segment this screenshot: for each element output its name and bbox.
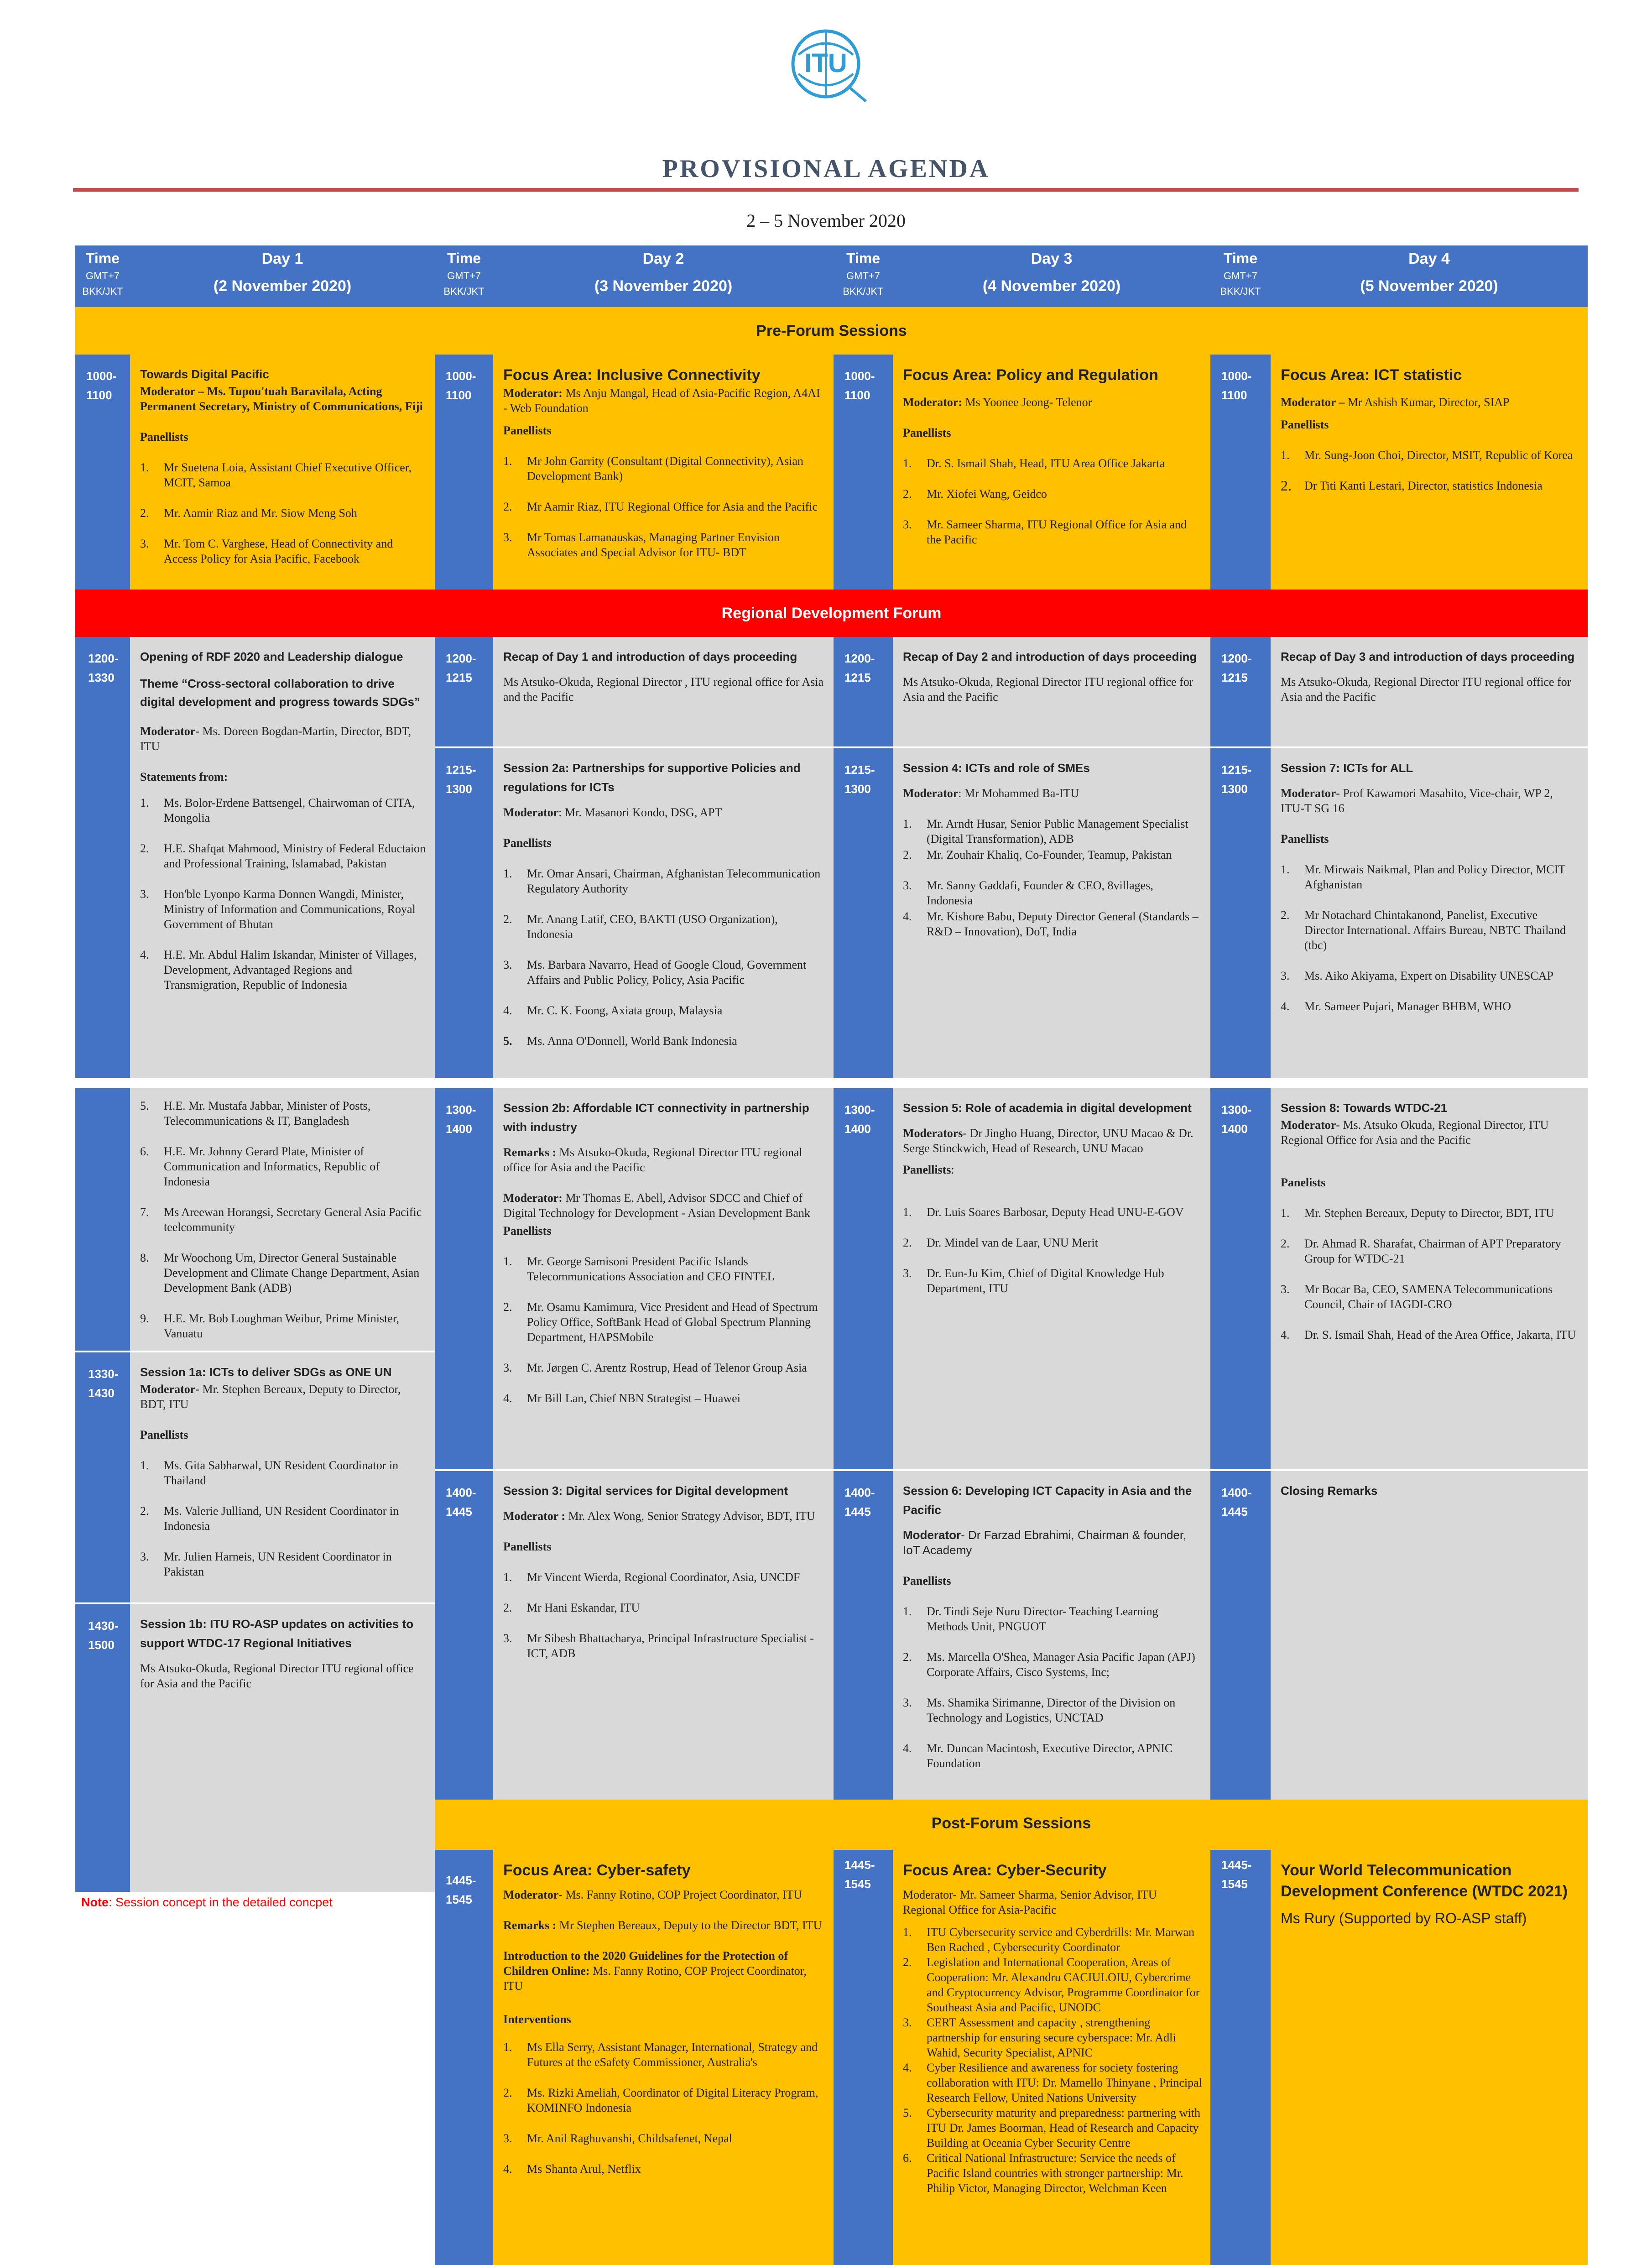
time-cell: 1300- 1400 — [1210, 1088, 1271, 1469]
header-day-1: Day 1 (2 November 2020) — [213, 250, 352, 295]
time-cell — [75, 1088, 130, 1351]
pre-forum-band: Pre-Forum Sessions — [75, 307, 1588, 355]
time-cell: 1000- 1100 — [435, 355, 493, 590]
session-3: Session 3: Digital services for Digital development Moderator : Mr. Alex Wong, Senior Strategy Advisor, BDT, ITU Panellists 1. Mr Vincent Wierda, Regional Coordinator, Asia, UNCDF 2. Mr Hani Eskandar, ITU 3. Mr Sibesh Bhattacharya, Principal Infrastructure Specialist - ICT, ADB — [493, 1471, 834, 1800]
session-8: Session 8: Towards WTDC-21 Moderator- Ms. Atsuko Okuda, Regional Director, ITU Regional Office for Asia and the Pacific Panelists 1. Mr. Stephen Bereaux, Deputy to Director, BDT, ITU 2. Dr. Ahmad R. Sharafat, Chairman of APT Preparatory Group for WTDC-21 3. Mr Bocar Ba, CEO, SAMENA Telecommunications Council, Chair of IAGDI-CRO 4. Dr. S. Ismail Shah, Head of the Area Office, Jakarta, ITU — [1271, 1088, 1588, 1469]
rdf-opening: Opening of RDF 2020 and Leadership dialogue Theme “Cross-sectoral collaboration to drive digital development and progress towards SDGs” Moderator- Ms. Doreen Bogdan-Martin, Director, BDT, ITU Statements from: 1. Ms. Bolor-Erdene Battsengel, Chairwoman of CITA, Mongolia 2. H.E. Shafqat Mahmood, Ministry of Federal Eductaion and Professional Training, Islamabad, Pakistan 3. Hon'ble Lyonpo Karma Donnen Wangdi, Minister, Ministry of Information and Communications, Royal Government of Bhutan 4. H.E. Mr. Abdul Halim Iskandar, Minister of Villages, Development, Advantaged Regions and Transmigration, Republic of Indonesia — [130, 637, 435, 1078]
time-cell: 1000- 1100 — [834, 355, 893, 590]
header-time-3: Time GMT+7 BKK/JKT — [843, 250, 884, 297]
time-cell: 1400- 1445 — [435, 1471, 493, 1800]
time-cell: 1215- 1300 — [435, 748, 493, 1078]
itu-logo — [785, 23, 867, 105]
rdf-recap-day4: Recap of Day 3 and introduction of days proceeding Ms Atsuko-Okuda, Regional Director ITU regional office for Asia and the Pacific — [1271, 637, 1588, 746]
session-2a: Session 2a: Partnerships for supportive Policies and regulations for ICTs Moderator: Mr. Masanori Kondo, DSG, APT Panellists 1. Mr. Omar Ansari, Chairman, Afghanistan Telecommunication Regulatory Authority 2. Mr. Anang Latif, CEO, BAKTI (USO Organization), Indonesia 3. Ms. Barbara Navarro, Head of Google Cloud, Government Affairs and Public Policy, Policy, Asia Pacific 4. Mr. C. K. Foong, Axiata group, Malaysia 5. Ms. Anna O'Donnell, World Bank Indonesia — [493, 748, 834, 1078]
time-cell: 1430- 1500 — [75, 1604, 130, 1892]
session-7: Session 7: ICTs for ALL Moderator- Prof Kawamori Masahito, Vice-chair, WP 2, ITU-T SG 16 Panellists 1. Mr. Mirwais Naikmal, Plan and Policy Director, MCIT Afghanistan 2. Mr Notachard Chintakanond, Panelist, Executive Director International. Affairs Bureau, NBTC Thailand (tbc) 3. Ms. Aiko Akiyama, Expert on Disability UNESCAP 4. Mr. Sameer Pujari, Manager BHBM, WHO — [1271, 748, 1588, 1078]
closing-remarks: Closing Remarks — [1271, 1471, 1588, 1800]
time-cell: 1000- 1100 — [1210, 355, 1271, 590]
session-6: Session 6: Developing ICT Capacity in Asia and the Pacific Moderator- Dr Farzad Ebrahimi, Chairman & founder, IoT Academy Panellists 1. Dr. Tindi Seje Nuru Director- Teaching Learning Methods Unit, PNGUOT 2. Ms. Marcella O'Shea, Manager Asia Pacific Japan (APJ) Corporate Affairs, Cisco Systems, Inc; 3. Ms. Shamika Sirimanne, Director of the Division on Technology and Logistics, UNCTAD 4. Mr. Duncan Macintosh, Executive Director, APNIC Foundation — [893, 1471, 1210, 1800]
session-1b: Session 1b: ITU RO-ASP updates on activities to support WTDC-17 Regional Initiatives Ms Atsuko-Okuda, Regional Director ITU regional office for Asia and the Pacific — [130, 1604, 435, 1892]
session-4: Session 4: ICTs and role of SMEs Moderator: Mr Mohammed Ba-ITU 1. Mr. Arndt Husar, Senior Public Management Specialist (Digital Transformation), ADB 2. Mr. Zouhair Khaliq, Co-Founder, Teamup, Pakistan 3. Mr. Sanny Gaddafi, Founder & CEO, 8villages, Indonesia 4. Mr. Kishore Babu, Deputy Director General (Standards – R&D – Innovation), DoT, India — [893, 748, 1210, 1078]
time-cell: 1445- 1545 — [435, 1850, 493, 2265]
header-day-4: Day 4 (5 November 2020) — [1360, 250, 1498, 295]
time-cell: 1200- 1330 — [75, 637, 130, 1078]
time-cell: 1400- 1445 — [834, 1471, 893, 1800]
time-cell: 1330- 1430 — [75, 1352, 130, 1602]
time-cell: 1400- 1445 — [1210, 1471, 1271, 1800]
post-forum-day3: Focus Area: Cyber-Security Moderator- Mr. Sameer Sharma, Senior Advisor, ITU Regional Office for Asia-Pacific 1. ITU Cybersecurity service and Cyberdrills: Mr. Marwan Ben Rached , Cybersecurity Coordinator 2. Legislation and International Cooperation, Areas of Cooperation: Mr. Alexandru CACIULOIU, Cybercrime and Cryptocurrency Advisor, Programme Coordinator for Southeast Asia and Pacific, UNODC 3. CERT Assessment and capacity , strengthening partnership for ensuring secure cyberspace: Mr. Adli Wahid, Security Specialist, APNIC 4. Cyber Resilience and awareness for society fostering collaboration with ITU: Dr. Mamello Thinyane , Principal Research Fellow, United Nations University 5. Cybersecurity maturity and preparedness: partnering with ITU Dr. James Boorman, Head of Research and Capacity Building at Oceania Cyber Security Centre 6. Critical National Infrastructure: Service the needs of Pacific Island countries with stronger partnership: Mr. Philip Victor, Managing Director, Welchman Keen — [893, 1850, 1210, 2265]
itu-logo-icon — [785, 23, 867, 105]
time-cell: 1215- 1300 — [834, 748, 893, 1078]
time-cell: 1445- 1545 — [834, 1850, 893, 2265]
time-cell: 1000- 1100 — [75, 355, 130, 590]
time-cell: 1200- 1215 — [435, 637, 493, 746]
rdf-recap-day3: Recap of Day 2 and introduction of days proceeding Ms Atsuko-Okuda, Regional Director ITU regional office for Asia and the Pacific — [893, 637, 1210, 746]
post-forum-day4: Your World Telecommunication Development Conference (WTDC 2021) Ms Rury (Supported by RO-ASP staff) — [1271, 1850, 1588, 2265]
date-range: 2 – 5 November 2020 — [746, 210, 906, 231]
header-time-2: Time GMT+7 BKK/JKT — [443, 250, 485, 297]
rdf-band: Regional Development Forum — [75, 590, 1588, 637]
header-time-4: Time GMT+7 BKK/JKT — [1220, 250, 1261, 297]
rdf-opening-continued: 5. H.E. Mr. Mustafa Jabbar, Minister of Posts, Telecommunications & IT, Bangladesh 6. H.E. Mr. Johnny Gerard Plate, Minister of Communication and Informatics, Republic of Indonesia 7. Ms Areewan Horangsi, Secretary General Asia Pacific teelcommunity 8. Mr Woochong Um, Director General Sustainable Development and Climate Change Department, Asian Development Bank (ADB) 9. H.E. Mr. Bob Loughman Weibur, Prime Minister, Vanuatu — [130, 1088, 435, 1351]
header-time-1: Time GMT+7 BKK/JKT — [82, 250, 123, 297]
time-cell: 1200- 1215 — [834, 637, 893, 746]
session-5: Session 5: Role of academia in digital development Moderators- Dr Jingho Huang, Director, UNU Macao & Dr. Serge Stinckwich, Head of Research, UNU Macao Panellists: 1. Dr. Luis Soares Barbosar, Deputy Head UNU-E-GOV 2. Dr. Mindel van de Laar, UNU Merit 3. Dr. Eun-Ju Kim, Chief of Digital Knowledge Hub Department, ITU — [893, 1088, 1210, 1469]
session-1a: Session 1a: ICTs to deliver SDGs as ONE UN Moderator- Mr. Stephen Bereaux, Deputy to Director, BDT, ITU Panellists 1. Ms. Gita Sabharwal, UN Resident Coordinator in Thailand 2. Ms. Valerie Julliand, UN Resident Coordinator in Indonesia 3. Mr. Julien Harneis, UN Resident Coordinator in Pakistan — [130, 1352, 435, 1602]
session-2b: Session 2b: Affordable ICT connectivity in partnership with industry Remarks : Ms Atsuko-Okuda, Regional Director ITU regional office for Asia and the Pacific Moderator: Mr Thomas E. Abell, Advisor SDCC and Chief of Digital Technology for Development - Asian Development Bank Panellists 1. Mr. George Samisoni President Pacific Islands Telecommunications Association and CEO FINTEL 2. Mr. Osamu Kamimura, Vice President and Head of Spectrum Policy Office, SoftBank Head of Global Spectrum Planning Department, HAPSMobile 3. Mr. Jørgen C. Arentz Rostrup, Head of Telenor Group Asia 4. Mr Bill Lan, Chief NBN Strategist – Huawei — [493, 1088, 834, 1469]
pre-forum-day2: Focus Area: Inclusive Connectivity Moderator: Ms Anju Mangal, Head of Asia-Pacific Region, A4AI - Web Foundation Panellists 1. Mr John Garrity (Consultant (Digital Connectivity), Asian Development Bank) 2. Mr Aamir Riaz, ITU Regional Office for Asia and the Pacific 3. Mr Tomas Lamanauskas, Managing Partner Envision Associates and Special Advisor for ITU- BDT — [493, 355, 834, 590]
time-cell: 1445- 1545 — [1210, 1850, 1271, 2265]
pre-forum-day3: Focus Area: Policy and Regulation Moderator: Ms Yoonee Jeong- Telenor Panellists 1. Dr. S. Ismail Shah, Head, ITU Area Office Jakarta 2. Mr. Xiofei Wang, Geidco 3. Mr. Sameer Sharma, ITU Regional Office for Asia and the Pacific — [893, 355, 1210, 590]
header-day-3: Day 3 (4 November 2020) — [982, 250, 1121, 295]
time-cell: 1300- 1400 — [435, 1088, 493, 1469]
time-cell: 1300- 1400 — [834, 1088, 893, 1469]
pre-forum-day1: Towards Digital Pacific Moderator – Ms. Tupou'tuah Baravilala, Acting Permanent Secretary, Ministry of Communications, Fiji Panellists 1. Mr Suetena Loia, Assistant Chief Executive Officer, MCIT, Samoa 2. Mr. Aamir Riaz and Mr. Siow Meng Soh 3. Mr. Tom C. Varghese, Head of Connectivity and Access Policy for Asia Pacific, Facebook — [130, 355, 435, 590]
time-cell: 1200- 1215 — [1210, 637, 1271, 746]
page-title: PROVISIONAL AGENDA — [662, 155, 990, 183]
svg-text:ITU: ITU — [804, 48, 847, 78]
rdf-recap-day2: Recap of Day 1 and introduction of days proceeding Ms Atsuko-Okuda, Regional Director , ITU regional office for Asia and the Pacific — [493, 637, 834, 746]
time-cell: 1215- 1300 — [1210, 748, 1271, 1078]
header-day-2: Day 2 (3 November 2020) — [594, 250, 733, 295]
post-forum-day2: Focus Area: Cyber-safety Moderator- Ms. Fanny Rotino, COP Project Coordinator, ITU Remarks : Mr Stephen Bereaux, Deputy to the Director BDT, ITU Introduction to the 2020 Guidelines for the Protection of Children Online: Ms. Fanny Rotino, COP Project Coordinator, ITU Interventions 1. Ms Ella Serry, Assistant Manager, International, Strategy and Futures at the eSafety Commissioner, Australia's 2. Ms. Rizki Ameliah, Coordinator of Digital Literacy Program, KOMINFO Indonesia 3. Mr. Anil Raghuvanshi, Childsafenet, Nepal 4. Ms Shanta Arul, Netflix — [493, 1850, 834, 2265]
post-forum-band: Post-Forum Sessions — [435, 1800, 1588, 1850]
title-rule — [73, 188, 1579, 192]
pre-forum-day4: Focus Area: ICT statistic Moderator – Mr Ashish Kumar, Director, SIAP Panellists 1. Mr. Sung-Joon Choi, Director, MSIT, Republic of Korea 2. Dr Titi Kanti Lestari, Director, statistics Indonesia — [1271, 355, 1588, 590]
footnote: Note: Session concept in the detailed concpet — [81, 1895, 333, 1909]
